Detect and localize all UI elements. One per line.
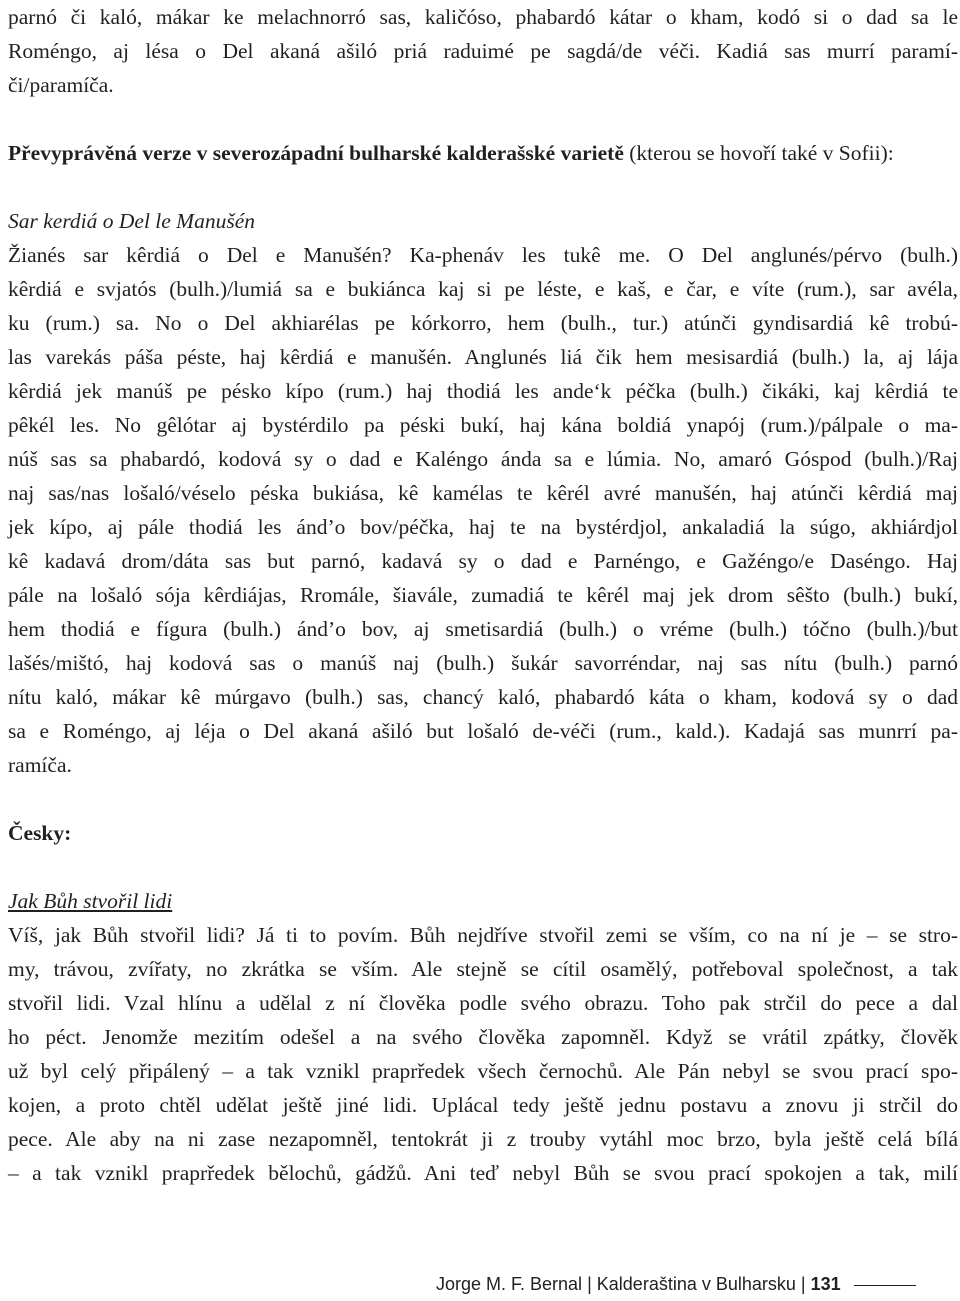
footer-rule	[854, 1285, 916, 1286]
text-line: Roméngo, aj lésa o Del akaná ašiló priá raduimé pe sagdá/de véči. Kadiá sas murrí paramí-	[8, 39, 958, 63]
text-line: naj sas/nas lošaló/véselo péska bukiása, kê kamélas te kêrél avré manušén, haj atúnči kêrdiá maj	[8, 481, 958, 505]
text-line: stvořil lidi. Vzal hlínu a udělal z ní člověka podle svého obrazu. Toho pak strčil do pece a dal	[8, 991, 958, 1015]
text-line: jek kípo, aj pále thodiá les ánd’o bov/péčka, haj te na bystérdjol, ankaladiá la súgo, akhiárdjol	[8, 515, 958, 539]
text-line: parnó či kaló, mákar ke melachnorró sas, kaličóso, phabardó kátar o kham, kodó si o dad sa le	[8, 5, 958, 29]
text-line: lašés/mištó, haj kodová sas o manúš naj (bulh.) šukár savorréndar, naj sas nítu (bulh.) parnó	[8, 651, 958, 675]
text-line: ku (rum.) sa. No o Del akhiarélas pe kórkorro, hem (bulh., tur.) atúnči gyndisardiá kê trobú-	[8, 311, 958, 335]
text-line: las varekás páša péste, haj kêrdiá e manušén. Anglunés liá čik hem mesisardiá (bulh.) la, aj lája	[8, 345, 958, 369]
story-title: Sar kerdiá o Del le Manušén	[8, 209, 255, 233]
text-line: kojen, a proto chtěl udělat ještě jiné lidi. Uplácal tedy ještě jednu postavu a znovu ji strčil do	[8, 1093, 958, 1117]
text-line: pêkél les. No gêlótar aj bystérdilo pa péski bukí, haj kána boldiá ynapój (rum.)/pálpale o ma-	[8, 413, 958, 437]
text-line: pále na lošaló sója kêrdiájas, Rromále, šiavále, zumadiá te kêrél maj jek drom sêšto (bulh.) bukí,	[8, 583, 958, 607]
czech-paragraph	[8, 918, 958, 1190]
text-line: kêrdiá jek manúš pe pésko kípo (rum.) haj thodiá les ande‘k péčka (bulh.) čikáki, kaj kêrdiá te	[8, 379, 958, 403]
spacer	[8, 170, 958, 204]
document-page	[8, 0, 958, 1190]
text-line: my, trávou, zvířaty, no zkrátka se vším. Ale stejně se cítil osamělý, potřeboval společnost, a tak	[8, 957, 958, 981]
section-heading-variant	[8, 136, 958, 170]
heading-bold-part: Převyprávěná verze v severozápadní bulharské kalderašské varietě	[8, 141, 624, 165]
text-line: núš sas sa phabardó, kodová sy o dad e Kaléngo ánda sa e lúmia. No, amaró Góspod (bulh.)/Raj	[8, 447, 958, 471]
czech-story-title: Jak Bůh stvořil lidi	[8, 889, 173, 913]
text-line: pece. Ale aby na ni zase nezapomněl, tentokrát ji z trouby vytáhl moc brzo, byla ještě celá bílá	[8, 1127, 958, 1151]
intro-paragraph	[8, 0, 958, 102]
spacer	[8, 782, 958, 816]
footer-separator: |	[800, 1274, 806, 1294]
page-footer	[436, 1274, 956, 1298]
text-line: či/paramíča.	[8, 73, 114, 97]
text-line: sa e Roméngo, aj léja o Del akaná ašiló but lošaló de-véči (rum., kald.). Kadajá sas munrrí pa-	[8, 719, 958, 743]
footer-author: Jorge M. F. Bernal	[436, 1274, 583, 1294]
heading-rest-part: (kterou se hovoří také v Sofii):	[623, 141, 894, 165]
czech-section-heading: Česky:	[8, 821, 72, 845]
text-line: ho péct. Jenomže mezitím odešel a na svého člověka zapomněl. Když se vrátil zpátky, člověk	[8, 1025, 958, 1049]
page-number: 131	[810, 1274, 841, 1294]
footer-book-title: Kalderaština v Bulharsku	[596, 1274, 796, 1294]
text-line: ramíča.	[8, 753, 72, 777]
text-line: už byl celý připálený – a tak vznikl praprředek všech černochů. Ale Pán nebyl se svou prací spo-	[8, 1059, 958, 1083]
footer-separator: |	[587, 1274, 592, 1294]
text-line: – a tak vznikl praprředek bělochů, gádžů. Ani teď nebyl Bůh se svou prací spokojen a tak, milí	[8, 1161, 958, 1185]
story-paragraph	[8, 238, 958, 782]
text-line: Víš, jak Bůh stvořil lidi? Já ti to povím. Bůh nejdříve stvořil zemi se vším, co na ní je – se stro-	[8, 923, 958, 947]
text-line: kê kadavá drom/dáta sas but parnó, kadavá sy o dad e Parnéngo, e Gažéngo/e Daséngo. Haj	[8, 549, 958, 573]
text-line: hem thodiá e fígura (bulh.) ánd’o bov, aj smetisardiá (bulh.) o vréme (bulh.) tóčno (bulh.)/but	[8, 617, 958, 641]
spacer	[8, 850, 958, 884]
text-line: nítu kaló, mákar kê múrgavo (bulh.) sas, chancý kaló, phabardó káta o kham, kodová sy o dad	[8, 685, 958, 709]
text-line: Žianés sar kêrdiá o Del e Manušén? Ka-phenáv les tukê me. O Del anglunés/pérvo (bulh.)	[8, 243, 958, 267]
spacer	[8, 102, 958, 136]
text-line: kêrdiá e svjatós (bulh.)/lumiá sa e bukiánca kaj si pe léste, e kaš, e čar, e víte (rum.), sar avéla,	[8, 277, 958, 301]
